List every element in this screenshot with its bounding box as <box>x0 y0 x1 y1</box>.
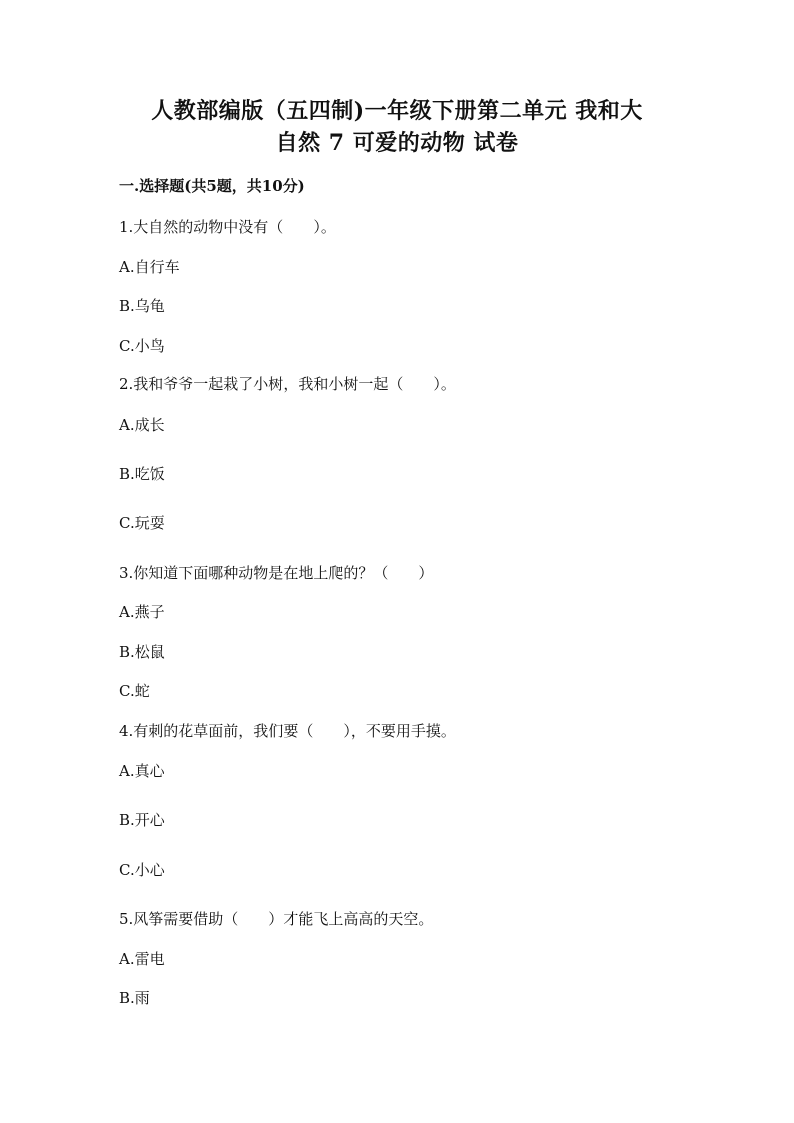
exam-title <box>0 95 794 159</box>
question-2-option-b: B.吃饭 <box>119 465 165 483</box>
question-3-option-b: B.松鼠 <box>119 643 165 661</box>
question-5-option-b: B.雨 <box>119 989 150 1007</box>
question-3-option-c: C.蛇 <box>119 682 150 700</box>
question-2-option-a: A.成长 <box>119 416 165 434</box>
question-3-stem: 3.你知道下面哪种动物是在地上爬的？（ ） <box>119 564 434 582</box>
title-line-2: 自然 7 可爱的动物 试卷 <box>275 130 519 156</box>
section-heading: 一.选择题(共5题，共10分) <box>119 177 305 195</box>
question-1-option-b: B.乌龟 <box>119 297 165 315</box>
question-1-option-c: C.小鸟 <box>119 337 165 355</box>
question-5-option-a: A.雷电 <box>119 950 165 968</box>
title-line-1: 人教部编版（五四制)一年级下册第二单元 我和大 <box>151 98 643 124</box>
question-4-option-b: B.开心 <box>119 811 165 829</box>
question-4-option-a: A.真心 <box>119 762 165 780</box>
question-5-stem: 5.风筝需要借助（ ）才能飞上高高的天空。 <box>119 910 434 928</box>
question-2-stem: 2.我和爷爷一起栽了小树，我和小树一起（ ）。 <box>119 375 456 393</box>
question-4-stem: 4.有刺的花草面前，我们要（ ），不要用手摸。 <box>119 722 456 740</box>
question-4-option-c: C.小心 <box>119 861 165 879</box>
question-3-option-a: A.燕子 <box>119 603 165 621</box>
question-1-stem: 1.大自然的动物中没有（ ）。 <box>119 218 336 236</box>
question-1-option-a: A.自行车 <box>119 258 180 276</box>
question-2-option-c: C.玩耍 <box>119 514 165 532</box>
